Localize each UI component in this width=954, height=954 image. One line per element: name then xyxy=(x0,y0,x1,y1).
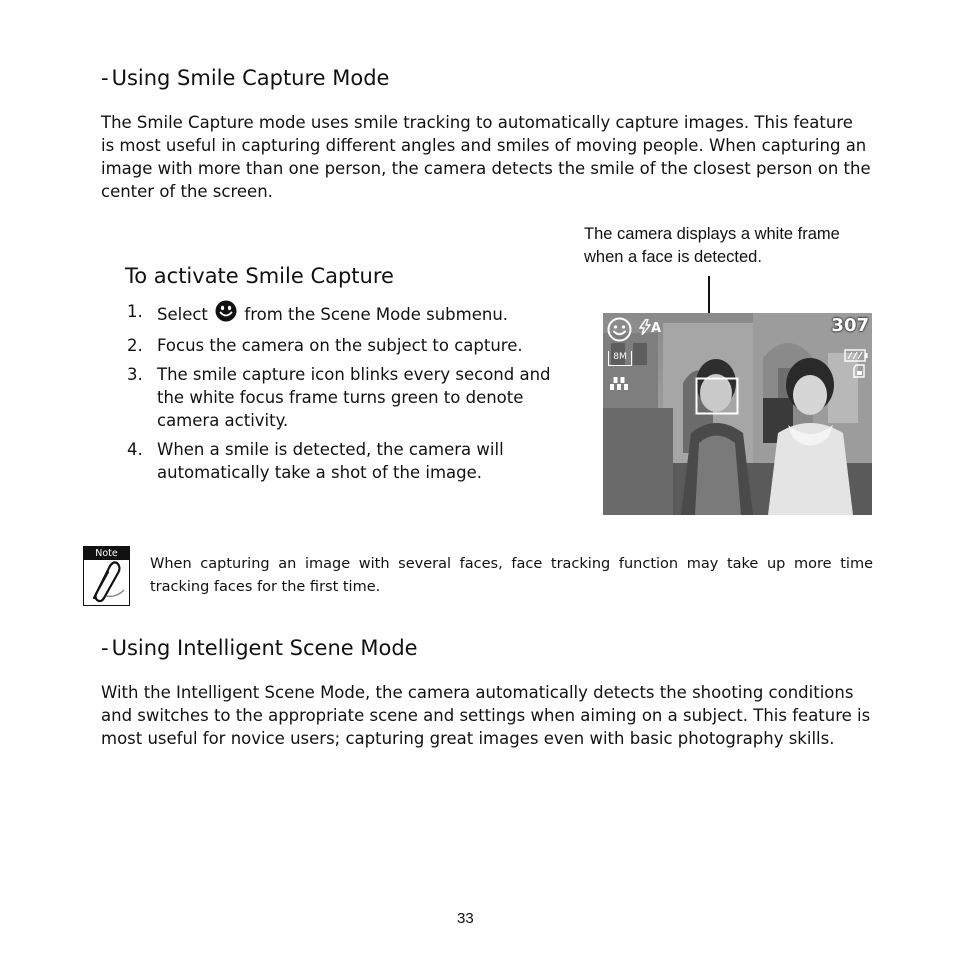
section-title: Using Intelligent Scene Mode xyxy=(111,636,418,660)
step-item: 1. Select from the Scene Mode submenu. xyxy=(127,300,567,328)
page-number: 33 xyxy=(457,910,474,927)
step-item: 2. Focus the camera on the subject to capture. xyxy=(127,336,523,355)
step-item: 3. The smile capture icon blinks every second and the white focus frame turns green to denote camera activity. xyxy=(127,365,551,430)
smile-icon xyxy=(215,300,237,328)
resolution-icon: 8M xyxy=(608,351,632,366)
camera-scene-illustration xyxy=(603,313,872,515)
paragraph-line: The Smile Capture mode uses smile tracking to automatically capture images. This feature xyxy=(101,113,853,132)
activation-steps xyxy=(127,300,567,490)
camera-lcd-screen xyxy=(603,313,872,515)
section-heading-smile-capture: - Using Smile Capture Mode xyxy=(101,66,390,90)
step-item: 4. When a smile is detected, the camera will automatically take a shot of the image. xyxy=(127,440,504,482)
paragraph-line: center of the screen. xyxy=(101,182,273,201)
section-title: Using Smile Capture Mode xyxy=(111,66,390,90)
paragraph-line: image with more than one person, the camera detects the smile of the closest person on the xyxy=(101,159,871,178)
quality-icon xyxy=(609,375,629,395)
note-text: When capturing an image with several faces, face tracking function may take up more time tracking faces for the first time. xyxy=(150,556,873,595)
memory-icon xyxy=(853,363,867,382)
flash-auto-icon: A xyxy=(639,319,661,336)
activate-heading: To activate Smile Capture xyxy=(125,264,394,288)
paragraph-line: With the Intelligent Scene Mode, the camera automatically detects the shooting conditions xyxy=(101,683,854,702)
section-heading-intelligent-scene: - Using Intelligent Scene Mode xyxy=(101,636,418,660)
shots-remaining: 307 xyxy=(831,315,869,336)
paperclip-icon xyxy=(84,560,129,605)
paragraph-line: is most useful in capturing different angles and smiles of moving people. When capturing an xyxy=(101,136,867,155)
note-icon xyxy=(83,546,130,606)
paragraph-line: most useful for novice users; capturing great images even with basic photography skills. xyxy=(101,729,835,748)
note-label: Note xyxy=(84,547,129,560)
paragraph-line: and switches to the appropriate scene and settings when aiming on a subject. This feature is xyxy=(101,706,871,725)
figure-caption: The camera displays a white frame when a face is detected. xyxy=(584,225,840,266)
smile-mode-icon xyxy=(607,317,632,346)
